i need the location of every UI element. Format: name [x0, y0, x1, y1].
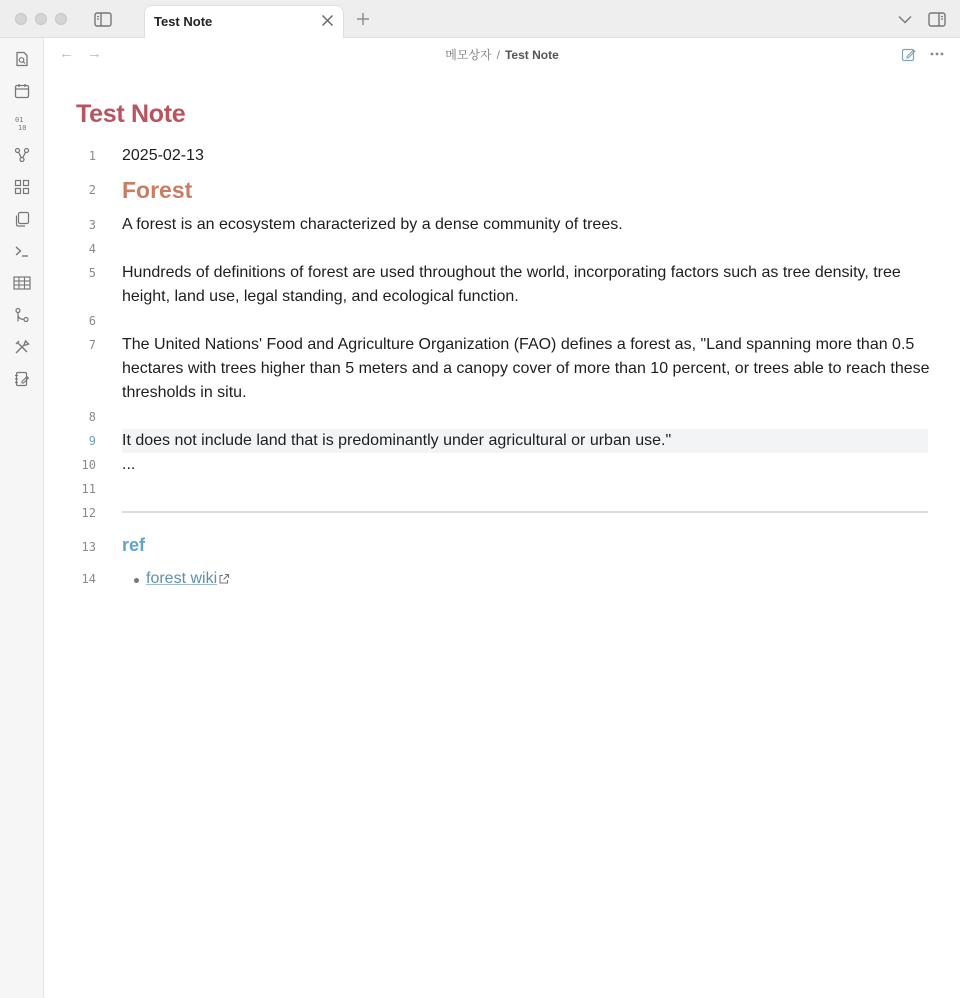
- line-number: 11: [81, 482, 96, 496]
- editor[interactable]: [44, 70, 960, 998]
- view-header: [44, 38, 960, 70]
- editor-line[interactable]: [44, 309, 960, 333]
- plus-icon[interactable]: [355, 11, 371, 27]
- editor-line[interactable]: [44, 174, 960, 206]
- line-number: 12: [81, 506, 96, 520]
- link-text[interactable]: forest wiki: [146, 570, 218, 587]
- editor-line[interactable]: [44, 333, 960, 405]
- line-number: 2: [88, 183, 96, 197]
- heading-ref[interactable]: ref: [122, 535, 146, 555]
- svg-text:01: 01: [15, 116, 24, 124]
- line-number: 10: [81, 458, 96, 472]
- back-arrow-icon[interactable]: ←: [59, 45, 74, 62]
- tab-test-note[interactable]: [144, 5, 344, 38]
- daily-note-icon[interactable]: [12, 81, 32, 101]
- line-number: 3: [88, 218, 96, 232]
- editor-line[interactable]: [44, 237, 960, 261]
- external-link[interactable]: [146, 567, 230, 591]
- editor-line[interactable]: [44, 213, 960, 237]
- templates-icon[interactable]: [12, 209, 32, 229]
- breadcrumb-current[interactable]: Test Note: [504, 48, 559, 62]
- line-number: 13: [81, 540, 96, 554]
- edit-mode-icon[interactable]: [900, 46, 916, 62]
- breadcrumb-folder[interactable]: 메모상자: [445, 48, 492, 62]
- svg-text:10: 10: [18, 124, 27, 131]
- notebook-icon[interactable]: [12, 369, 32, 389]
- editor-line[interactable]: [44, 261, 960, 309]
- editor-line-active[interactable]: [44, 429, 960, 453]
- quick-switcher-icon[interactable]: [12, 49, 32, 69]
- heading-forest[interactable]: Forest: [122, 177, 193, 203]
- more-options-icon[interactable]: [929, 47, 945, 61]
- paragraph-text[interactable]: Hundreds of definitions of forest are used throughout the world, incorporating factors such as tree density, tree height, land use, legal standing, and ecological function.: [122, 264, 901, 305]
- sidebar-toggle-icon[interactable]: [93, 10, 113, 28]
- paragraph-text[interactable]: A forest is an ecosystem characterized by a dense community of trees.: [122, 216, 623, 233]
- window-maximize-button[interactable]: [55, 13, 67, 25]
- window-close-button[interactable]: [15, 13, 27, 25]
- editor-line[interactable]: [44, 405, 960, 429]
- tools-icon[interactable]: [12, 337, 32, 357]
- right-sidebar-toggle-icon[interactable]: [927, 10, 947, 28]
- chevron-down-icon[interactable]: [897, 12, 913, 26]
- line-number: 14: [81, 572, 96, 586]
- forward-arrow-icon[interactable]: →: [87, 45, 102, 62]
- editor-line[interactable]: [44, 453, 960, 477]
- left-ribbon: [0, 38, 44, 998]
- ellipsis-text[interactable]: ...: [122, 456, 136, 473]
- command-palette-icon[interactable]: [12, 241, 32, 261]
- editor-line[interactable]: [44, 144, 960, 168]
- window-titlebar: [0, 0, 960, 38]
- editor-line[interactable]: [44, 477, 960, 501]
- external-link-icon: [218, 573, 230, 585]
- paragraph-text[interactable]: It does not include land that is predominantly under agricultural or urban use.": [122, 432, 672, 449]
- canvas-icon[interactable]: [12, 177, 32, 197]
- tab-title: Test Note: [154, 14, 213, 29]
- breadcrumb: [44, 46, 960, 63]
- line-number: 6: [88, 314, 96, 328]
- bullet-icon: [134, 578, 139, 583]
- line-number: 9: [88, 434, 96, 448]
- table-icon[interactable]: [12, 273, 32, 293]
- note-title[interactable]: Test Note: [76, 100, 186, 128]
- line-number: 1: [88, 149, 96, 163]
- random-note-icon[interactable]: [12, 113, 32, 133]
- breadcrumb-separator: /: [496, 48, 500, 62]
- git-icon[interactable]: [12, 305, 32, 325]
- paragraph-text[interactable]: The United Nations' Food and Agriculture Organization (FAO) defines a forest as, "Land spanning more than 0.5 hectares with trees higher than 5 meters and a canopy cover of more than 10 percent, or trees able to reach these thresholds in situ.: [122, 336, 930, 401]
- window-minimize-button[interactable]: [35, 13, 47, 25]
- line-number: 4: [88, 242, 96, 256]
- line-number: 8: [88, 410, 96, 424]
- line-number: 7: [88, 338, 96, 352]
- editor-line[interactable]: [44, 501, 960, 525]
- date-text[interactable]: 2025-02-13: [122, 147, 204, 164]
- editor-line[interactable]: [44, 532, 960, 560]
- horizontal-rule: [122, 511, 928, 513]
- graph-view-icon[interactable]: [12, 145, 32, 165]
- line-number: 5: [88, 266, 96, 280]
- close-icon[interactable]: [321, 14, 334, 32]
- list-item[interactable]: [44, 567, 960, 591]
